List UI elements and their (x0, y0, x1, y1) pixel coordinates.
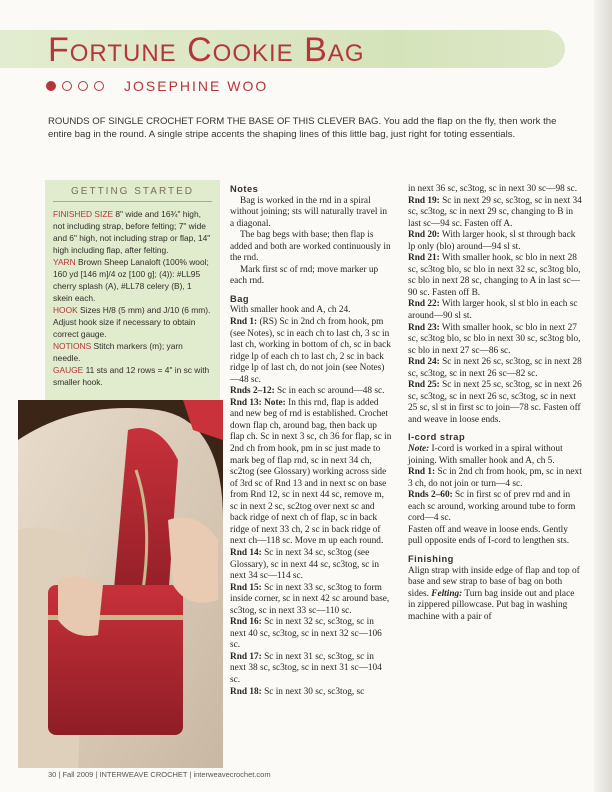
notes-paragraph: Mark first sc of rnd; move marker up each rnd. (230, 264, 379, 287)
hook-text: Sizes H/8 (5 mm) and J/10 (6 mm). Adjust hook size if necessary to obtain correct gauge. (53, 305, 211, 339)
icord-note-text: I-cord is worked in a spiral without joining. With smaller hook and A, ch 5. (408, 444, 563, 466)
sidebar-body (45, 202, 220, 388)
round-instruction (230, 317, 392, 386)
round-label: Rnd 24: (408, 357, 440, 368)
round-label: Rnd 21: (408, 253, 440, 264)
notes-heading: Notes (230, 184, 259, 194)
notions (53, 340, 212, 364)
round-instruction (408, 467, 583, 490)
round-text: With smaller hook, sc blo in next 27 sc, sc3tog blo, sc blo in next 30 sc, sc3tog blo, sc blo in next 27 sc—86 sc. (408, 322, 581, 356)
icord-note-label: Note: (408, 444, 430, 455)
column-2 (408, 184, 583, 623)
dot-filled-icon (46, 81, 56, 91)
bag-intro: With smaller hook and A, ch 24. (230, 305, 351, 316)
sidebar-heading: GETTING STARTED (53, 186, 212, 202)
round-instruction (408, 357, 583, 380)
dot-empty-icon (62, 81, 72, 91)
getting-started-sidebar (45, 180, 220, 400)
round-instruction (230, 687, 392, 699)
yarn-label: YARN (53, 257, 76, 267)
column-1 (230, 184, 392, 698)
notions-label: NOTIONS (53, 341, 92, 351)
round-text: Sc in next 30 sc, sc3tog, sc (261, 686, 365, 697)
round-text: With smaller hook, sc blo in next 28 sc, sc3tog blo, sc blo in next 32 sc, sc3tog blo, sc blo in next 28 sc, changing to A in last sc—90 sc. Fasten off B. (408, 253, 581, 298)
page-footer: 30 | Fall 2009 | INTERWEAVE CROCHET | interweavecrochet.com (48, 770, 271, 779)
round-instruction (408, 230, 583, 253)
hook-label: HOOK (53, 305, 78, 315)
round-label: Rnd 1: (230, 317, 258, 328)
round-text: Sc in next 25 sc, sc3tog, sc in next 26 sc, sc3tog, sc in next 26 sc, sc3tog, sc in next 25 sc, sl st in first sc to join—78 sc. Fasten off and weave in loose ends. (408, 380, 582, 425)
round-label: Rnd 15: (230, 582, 262, 593)
round-text: With larger hook, sl st blo in each sc around—90 sl st. (408, 299, 578, 322)
hook (53, 304, 212, 340)
round-label: Rnd 18: (230, 686, 262, 697)
round-instruction (230, 398, 392, 548)
round-label: Rnd 13: Note: (230, 397, 286, 408)
icord-note (408, 444, 583, 467)
intro-rest: You add the flap on the fly, then work the entire bag in the round. A single stripe accents the shaping lines of this little bag, just right for toting essentials. (48, 116, 557, 140)
round-instruction (230, 386, 392, 398)
yarn (53, 256, 212, 304)
felting-label: Felting: (431, 588, 463, 599)
round-instruction (230, 583, 392, 618)
notions-text: Stitch markers (m); yarn needle. (53, 341, 183, 363)
yarn-text: Brown Sheep Lanaloft (100% wool; 160 yd [146 m]/4 oz [100 g]; (4)): #LL95 cherry splash (A), #LL78 celery (B), 1 skein each. (53, 257, 209, 303)
round-instruction (408, 299, 583, 322)
round-text: Sc in next 33 sc, sc3tog to form inside corner, sc in next 42 sc around base, sc3tog, sc in next 33 sc—110 sc. (230, 582, 390, 616)
round-text: Sc in next 32 sc, sc3tog, sc in next 40 sc, sc3tog, sc in next 32 sc—106 sc. (230, 617, 382, 651)
icord-heading: I-cord strap (408, 432, 466, 443)
round-instruction (408, 253, 583, 299)
icord-end: Fasten off and weave in loose ends. Gently pull opposite ends of I-cord to lengthen sts. (408, 524, 570, 547)
gauge-text: 11 sts and 12 rows = 4" in sc with smaller hook. (53, 365, 210, 387)
intro-lead: ROUNDS OF SINGLE CROCHET FORM THE BASE OF THIS CLEVER BAG. (48, 116, 382, 127)
round-label: Rnds 2–12: (230, 386, 275, 397)
round-text: in next 36 sc, sc3tog, sc in next 30 sc—98 sc. (408, 184, 578, 194)
gauge-label: GAUGE (53, 365, 84, 375)
page-edge (594, 0, 612, 792)
finishing-text (408, 566, 583, 624)
round-text: Sc in next 31 sc, sc3tog, sc in next 38 sc, sc3tog, sc in next 31 sc—104 sc. (230, 651, 382, 685)
page-title: Fortune Cookie Bag (48, 31, 365, 69)
finished-size (53, 208, 212, 256)
round-label: Rnd 19: (408, 195, 440, 206)
round-text: Sc in first sc of prev rnd and in each sc around, working around tube to form cord—4 sc. (408, 490, 576, 524)
round-instruction (230, 652, 392, 687)
round-instruction (408, 184, 583, 196)
byline (46, 76, 268, 96)
notes-paragraph: The bag begs with base; then flap is added and both are worked continuously in the rnd. (230, 230, 391, 264)
round-text: Sc in each sc around—48 sc. (274, 386, 385, 397)
finishing-heading: Finishing (408, 553, 454, 564)
bag-heading: Bag (230, 293, 250, 304)
intro-paragraph (48, 115, 583, 141)
round-text: Sc in next 26 sc, sc3tog, sc in next 28 sc, sc3tog, sc in next 26 sc—82 sc. (408, 357, 582, 379)
round-label: Rnd 25: (408, 380, 440, 391)
finishing-part-a: Align strap with inside edge of flap and top of base and sew strap to base of bag on both sides. (408, 565, 580, 599)
round-label: Rnd 14: (230, 547, 262, 558)
author-name: JOSEPHINE WOO (124, 78, 269, 94)
round-text: Sc in 2nd ch from hook, pm, sc in next 3 ch, do not join or turn—4 sc. (408, 467, 582, 489)
round-label: Rnd 22: (408, 299, 440, 310)
round-label: Rnd 23: (408, 322, 440, 333)
round-label: Rnd 17: (230, 651, 262, 662)
round-label: Rnd 1: (408, 467, 436, 478)
round-instruction (408, 196, 583, 231)
round-text: (RS) Sc in 2nd ch from hook, pm (see Notes), sc in each ch to last ch, 3 sc in last ch, working in bottom of ch, sc in back ridge lp of each ch to last ch, 2 sc in back ridge lp of last ch, do not join (see Notes)—48 sc. (230, 317, 391, 385)
round-label: Rnd 16: (230, 617, 262, 628)
finished-size-label: FINISHED SIZE (53, 209, 114, 219)
round-text: With larger hook, sl st through back lp only (blo) around—94 sl st. (408, 230, 576, 252)
finished-size-text: 8" wide and 16¾" high, not including strap, before felting; 7" wide and 6" high, not including strap or flap, 14" high including flap, after felting. (53, 209, 211, 255)
round-label: Rnds 2–60: (408, 490, 453, 501)
gauge (53, 364, 212, 388)
round-text: In this rnd, flap is added and new beg of rnd is established. Crochet down flap ch, around bag, then back up flap ch. Sc in next 3 sc, ch 36 for flap, sc in 2nd ch from hook, pm in sc just made to mark beg of flap rnd, sc in next 34 ch, sc2tog (see Glossary) working across side of 3rd sc of Rnd 13 and in next sc on base from Rnd 12, sc in next 44 sc, remove m, sc in next 2 sc, sc2tog over next sc and back ridge of next ch of flap, sc in back ridge of next 33 ch, 2 sc in back ridge of next ch—118 sc. Move m up each round. (230, 397, 392, 547)
bag-photo (18, 400, 223, 768)
round-text: Sc in next 34 sc, sc3tog (see Glossary), sc in next 44 sc, sc3tog, sc in next 34 sc—114 sc. (230, 547, 379, 582)
round-label: Rnd 20: (408, 230, 440, 241)
round-instruction (230, 617, 392, 652)
round-instruction (408, 380, 583, 426)
notes-paragraph: Bag is worked in the rnd in a spiral without joining; sts will naturally travel in a diagonal. (230, 195, 387, 229)
dot-empty-icon (78, 81, 88, 91)
round-instruction (230, 548, 392, 583)
dot-empty-icon (94, 81, 104, 91)
round-instruction (408, 323, 583, 358)
round-text: Sc in next 29 sc, sc3tog, sc in next 34 sc, sc3tog, sc in next 29 sc, changing to B in last sc—94 sc. Fasten off A. (408, 195, 582, 229)
finishing-part-b: Turn bag inside out and place in zippered pillowcase. Put bag in washing machine with a pair of (408, 588, 575, 622)
round-instruction (408, 490, 583, 525)
